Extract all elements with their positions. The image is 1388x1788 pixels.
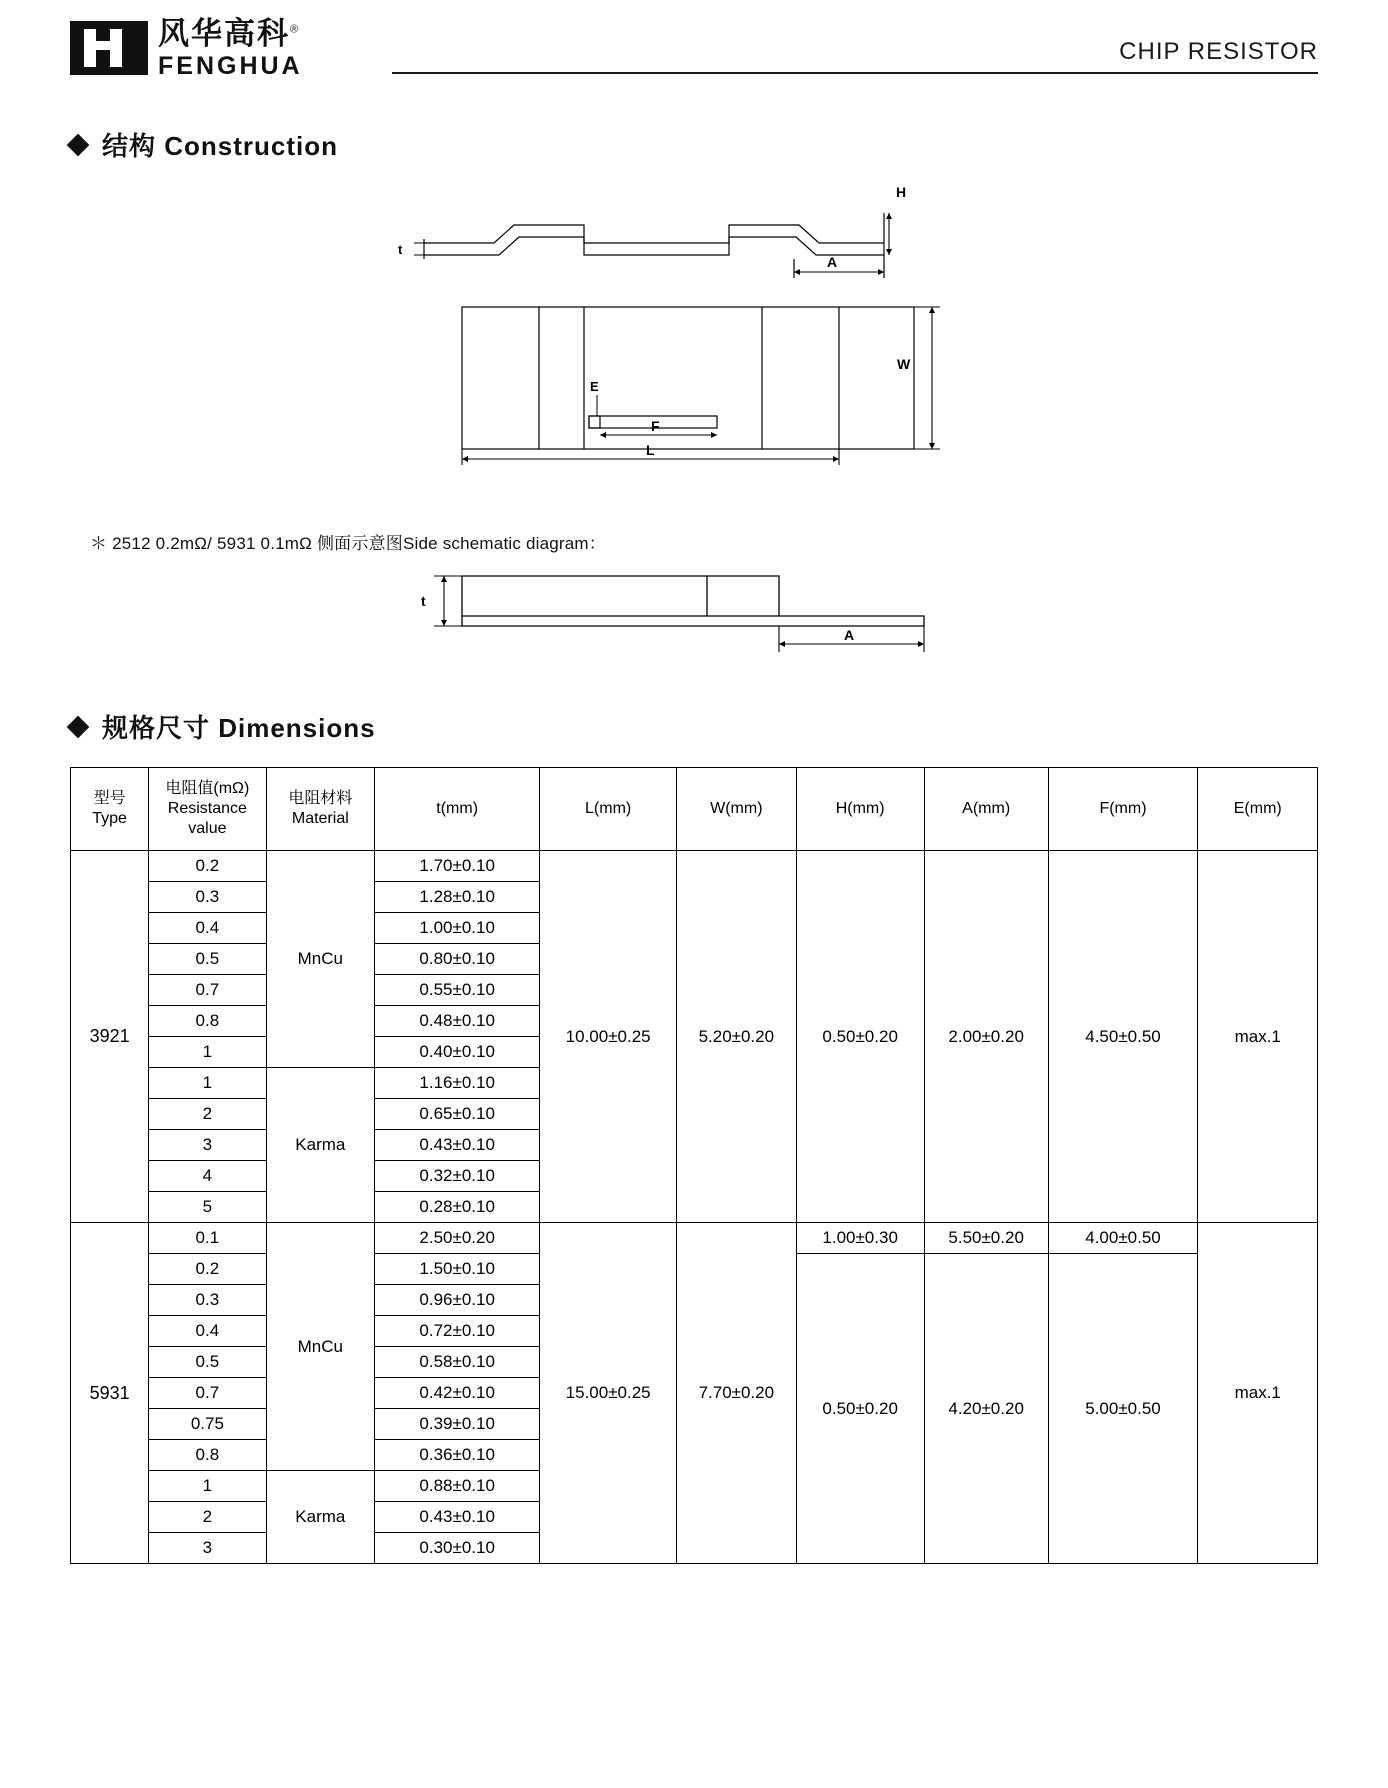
- cell-t: 0.88±0.10: [375, 1471, 540, 1502]
- header-material-en: Material: [291, 810, 349, 827]
- cell-f: 4.50±0.50: [1048, 851, 1198, 1223]
- header-title: CHIP RESISTOR: [1105, 38, 1318, 66]
- label-t-top: t: [398, 242, 403, 257]
- header-t: t(mm): [375, 768, 540, 851]
- cell-resistance: 0.8: [149, 1006, 266, 1037]
- cell-t: 0.36±0.10: [375, 1440, 540, 1471]
- cell-material-karma: Karma: [266, 1068, 375, 1223]
- label-F: F: [651, 418, 660, 434]
- cell-t: 0.32±0.10: [375, 1161, 540, 1192]
- cell-material-mncu-2: MnCu: [266, 1223, 375, 1471]
- cell-t: 0.28±0.10: [375, 1192, 540, 1223]
- header-f: F(mm): [1048, 768, 1198, 851]
- cell-f-first: 4.00±0.50: [1048, 1223, 1198, 1254]
- cell-t: 1.70±0.10: [375, 851, 540, 882]
- dimensions-table-wrap: [70, 767, 1318, 1564]
- table-row: [71, 851, 1318, 882]
- cell-l: 15.00±0.25: [540, 1223, 677, 1564]
- label-W: W: [897, 356, 911, 372]
- construction-diagram: [384, 173, 1004, 493]
- cell-resistance: 1: [149, 1471, 266, 1502]
- cell-a: 4.20±0.20: [924, 1254, 1048, 1564]
- registered-icon: ®: [290, 23, 301, 36]
- header-e: E(mm): [1198, 768, 1318, 851]
- side-diagram-note: ＊ 2512 0.2mΩ/ 5931 0.1mΩ 侧面示意图Side schematic diagram：: [90, 534, 606, 553]
- cell-w: 5.20±0.20: [677, 851, 796, 1223]
- header-resistance-cn: 电阻值(mΩ): [165, 780, 250, 797]
- cell-resistance: 0.7: [149, 975, 266, 1006]
- cell-t: 0.65±0.10: [375, 1099, 540, 1130]
- cell-resistance: 0.5: [149, 1347, 266, 1378]
- cell-t: 1.00±0.10: [375, 913, 540, 944]
- section-dimensions-heading: [70, 708, 1318, 745]
- cell-resistance: 2: [149, 1099, 266, 1130]
- company-logo: [70, 14, 303, 79]
- header-type: [71, 768, 149, 851]
- cell-t: 0.80±0.10: [375, 944, 540, 975]
- label-E: E: [590, 379, 599, 394]
- cell-resistance: 0.3: [149, 882, 266, 913]
- cell-material-mncu: MnCu: [266, 851, 375, 1068]
- header-resistance-en: Resistance: [167, 800, 247, 817]
- cell-t: 0.72±0.10: [375, 1316, 540, 1347]
- cell-t: 0.55±0.10: [375, 975, 540, 1006]
- diamond-bullet-icon: [67, 133, 90, 156]
- cell-resistance: 4: [149, 1161, 266, 1192]
- cell-t: 0.96±0.10: [375, 1285, 540, 1316]
- cell-h: 0.50±0.20: [796, 851, 924, 1223]
- label-t-side: t: [421, 593, 426, 609]
- cell-t: 0.39±0.10: [375, 1409, 540, 1440]
- cell-t: 0.40±0.10: [375, 1037, 540, 1068]
- cell-resistance: 3: [149, 1533, 266, 1564]
- header-material-cn: 电阻材料: [288, 790, 353, 807]
- dimensions-table: [70, 767, 1318, 1564]
- header-a: A(mm): [924, 768, 1048, 851]
- cell-e: max.1: [1198, 1223, 1318, 1564]
- cell-t: 1.50±0.10: [375, 1254, 540, 1285]
- cell-t: 2.50±0.20: [375, 1223, 540, 1254]
- logo-chinese-name: 风华高科®: [158, 15, 301, 51]
- cell-h-first: 1.00±0.30: [796, 1223, 924, 1254]
- cell-t: 1.16±0.10: [375, 1068, 540, 1099]
- table-header-row: [71, 768, 1318, 851]
- logo-english-name: FENGHUA: [158, 51, 303, 80]
- cell-resistance: 0.3: [149, 1285, 266, 1316]
- header-material: [266, 768, 375, 851]
- cell-resistance: 5: [149, 1192, 266, 1223]
- logo-text: [158, 15, 303, 80]
- cell-material-karma-2: Karma: [266, 1471, 375, 1564]
- cell-resistance: 0.7: [149, 1378, 266, 1409]
- header-type-en: Type: [92, 810, 127, 827]
- cell-resistance: 0.2: [149, 1254, 266, 1285]
- header-resistance-en2: value: [188, 820, 227, 837]
- cell-a-first: 5.50±0.20: [924, 1223, 1048, 1254]
- cell-w: 7.70±0.20: [677, 1223, 796, 1564]
- fenghua-logo-icon: [70, 21, 148, 75]
- label-A: A: [827, 254, 838, 270]
- cell-resistance: 0.75: [149, 1409, 266, 1440]
- header-h: H(mm): [796, 768, 924, 851]
- label-H: H: [896, 184, 907, 200]
- header-type-cn: 型号: [93, 790, 126, 807]
- cell-type-3921: 3921: [71, 851, 149, 1223]
- cell-t: 1.28±0.10: [375, 882, 540, 913]
- cell-resistance: 0.4: [149, 913, 266, 944]
- cell-resistance: 0.4: [149, 1316, 266, 1347]
- cell-t: 0.58±0.10: [375, 1347, 540, 1378]
- cell-l: 10.00±0.25: [540, 851, 677, 1223]
- cell-h: 0.50±0.20: [796, 1254, 924, 1564]
- cell-f: 5.00±0.50: [1048, 1254, 1198, 1564]
- cell-t: 0.43±0.10: [375, 1502, 540, 1533]
- header-divider: [392, 72, 1318, 74]
- side-schematic-diagram: [414, 564, 974, 674]
- header-l: L(mm): [540, 768, 677, 851]
- cell-a: 2.00±0.20: [924, 851, 1048, 1223]
- cell-resistance: 1: [149, 1068, 266, 1099]
- cell-e: max.1: [1198, 851, 1318, 1223]
- cell-resistance: 0.1: [149, 1223, 266, 1254]
- header-resistance: [149, 768, 266, 851]
- page-header: [70, 0, 1318, 92]
- cell-resistance: 0.2: [149, 851, 266, 882]
- label-A-side: A: [844, 627, 855, 643]
- section-construction-title: 结构 Construction: [102, 131, 338, 161]
- diamond-bullet-icon-2: [67, 715, 90, 738]
- cell-t: 0.43±0.10: [375, 1130, 540, 1161]
- cell-t: 0.48±0.10: [375, 1006, 540, 1037]
- cell-t: 0.42±0.10: [375, 1378, 540, 1409]
- section-construction-heading: [70, 126, 1318, 163]
- cell-resistance: 0.5: [149, 944, 266, 975]
- cell-resistance: 2: [149, 1502, 266, 1533]
- cell-resistance: 3: [149, 1130, 266, 1161]
- cell-t: 0.30±0.10: [375, 1533, 540, 1564]
- table-row: [71, 1223, 1318, 1254]
- header-w: W(mm): [677, 768, 796, 851]
- label-L: L: [646, 442, 655, 458]
- cell-resistance: 0.8: [149, 1440, 266, 1471]
- cell-type-5931: 5931: [71, 1223, 149, 1564]
- section-dimensions-title: 规格尺寸 Dimensions: [102, 713, 376, 743]
- cell-resistance: 1: [149, 1037, 266, 1068]
